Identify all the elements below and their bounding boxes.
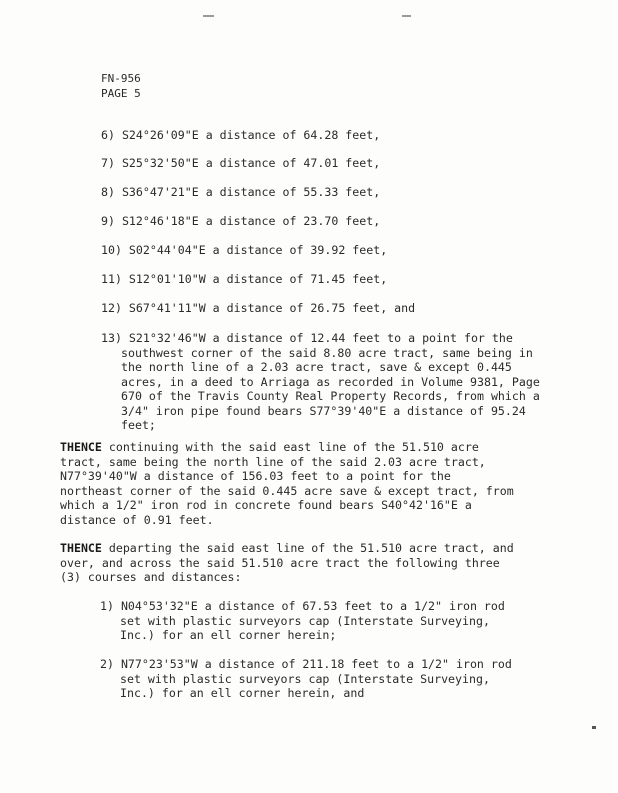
page-number: PAGE 5 — [101, 87, 141, 100]
course-13-line: 670 of the Travis County Real Property Records, from which a — [121, 389, 540, 403]
thence-line: over, and across the said 51.510 acre tract the following three — [60, 555, 500, 570]
sub-course-line: 2) N77°23'53"W a distance of 211.18 feet to a 1/2" iron rod — [100, 657, 512, 671]
sub-course-line: Inc.) for an ell corner herein, and — [120, 686, 365, 700]
thence-keyword: THENCE — [60, 440, 102, 454]
thence-paragraph-2 — [60, 541, 580, 585]
thence-line: distance of 0.91 feet. — [60, 512, 214, 527]
course-7: 7) S25°32'50"E a distance of 47.01 feet, — [101, 156, 381, 170]
sub-course-1 — [100, 599, 580, 643]
thence-line: northeast corner of the said 0.445 acre save & except tract, from — [60, 483, 514, 498]
thence-text: continuing with the said east line of the 51.510 acre — [101, 440, 479, 454]
sub-course-2 — [100, 657, 580, 701]
thence-line — [60, 440, 580, 455]
course-9: 9) S12°46'18"E a distance of 23.70 feet, — [101, 214, 381, 228]
course-13-line: the north line of a 2.03 acre tract, save & except 0.445 — [121, 360, 512, 374]
thence-line — [60, 541, 580, 556]
thence-line: (3) courses and distances: — [60, 570, 242, 584]
course-13-line: feet; — [121, 418, 156, 432]
scan-mark — [592, 726, 596, 729]
course-12: 12) S67°41'11"W a distance of 26.75 feet, and — [101, 301, 416, 315]
thence-paragraph-1 — [60, 440, 580, 527]
document-header — [101, 71, 141, 101]
course-13-line: acres, in a deed to Arriaga as recorded in Volume 9381, Page — [121, 374, 540, 389]
thence-keyword: THENCE — [60, 541, 102, 555]
course-11: 11) S12°01'10"W a distance of 71.45 feet, — [101, 272, 388, 286]
sub-course-line: Inc.) for an ell corner herein; — [120, 628, 337, 642]
thence-line: N77°39'40"W a distance of 156.03 feet to a point for the — [60, 469, 451, 483]
file-number: FN-956 — [101, 72, 141, 85]
scan-mark — [203, 15, 214, 17]
course-13-line: 3/4" iron pipe found bears S77°39'40"E a distance of 95.24 — [121, 403, 526, 418]
course-13-line: southwest corner of the said 8.80 acre tract, same being in — [121, 345, 533, 360]
course-13-line: 13) S21°32'46"W a distance of 12.44 feet to a point for the — [101, 331, 513, 345]
course-6: 6) S24°26'09"E a distance of 64.28 feet, — [101, 128, 381, 142]
scan-mark — [402, 15, 411, 17]
sub-course-line: 1) N04°53'32"E a distance of 67.53 feet to a 1/2" iron rod — [100, 599, 505, 613]
course-13 — [101, 331, 571, 433]
thence-text: departing the said east line of the 51.510 acre tract, and — [101, 541, 514, 555]
course-10: 10) S02°44'04"E a distance of 39.92 feet, — [101, 243, 388, 257]
course-8: 8) S36°47'21"E a distance of 55.33 feet, — [101, 185, 381, 199]
thence-line: which a 1/2" iron rod in concrete found bears S40°42'16"E a — [60, 498, 472, 512]
sub-course-line: set with plastic surveyors cap (Interstate Surveying, — [120, 671, 490, 686]
thence-line: tract, same being the north line of the said 2.03 acre tract, — [60, 454, 486, 469]
sub-course-line: set with plastic surveyors cap (Interstate Surveying, — [120, 613, 490, 628]
